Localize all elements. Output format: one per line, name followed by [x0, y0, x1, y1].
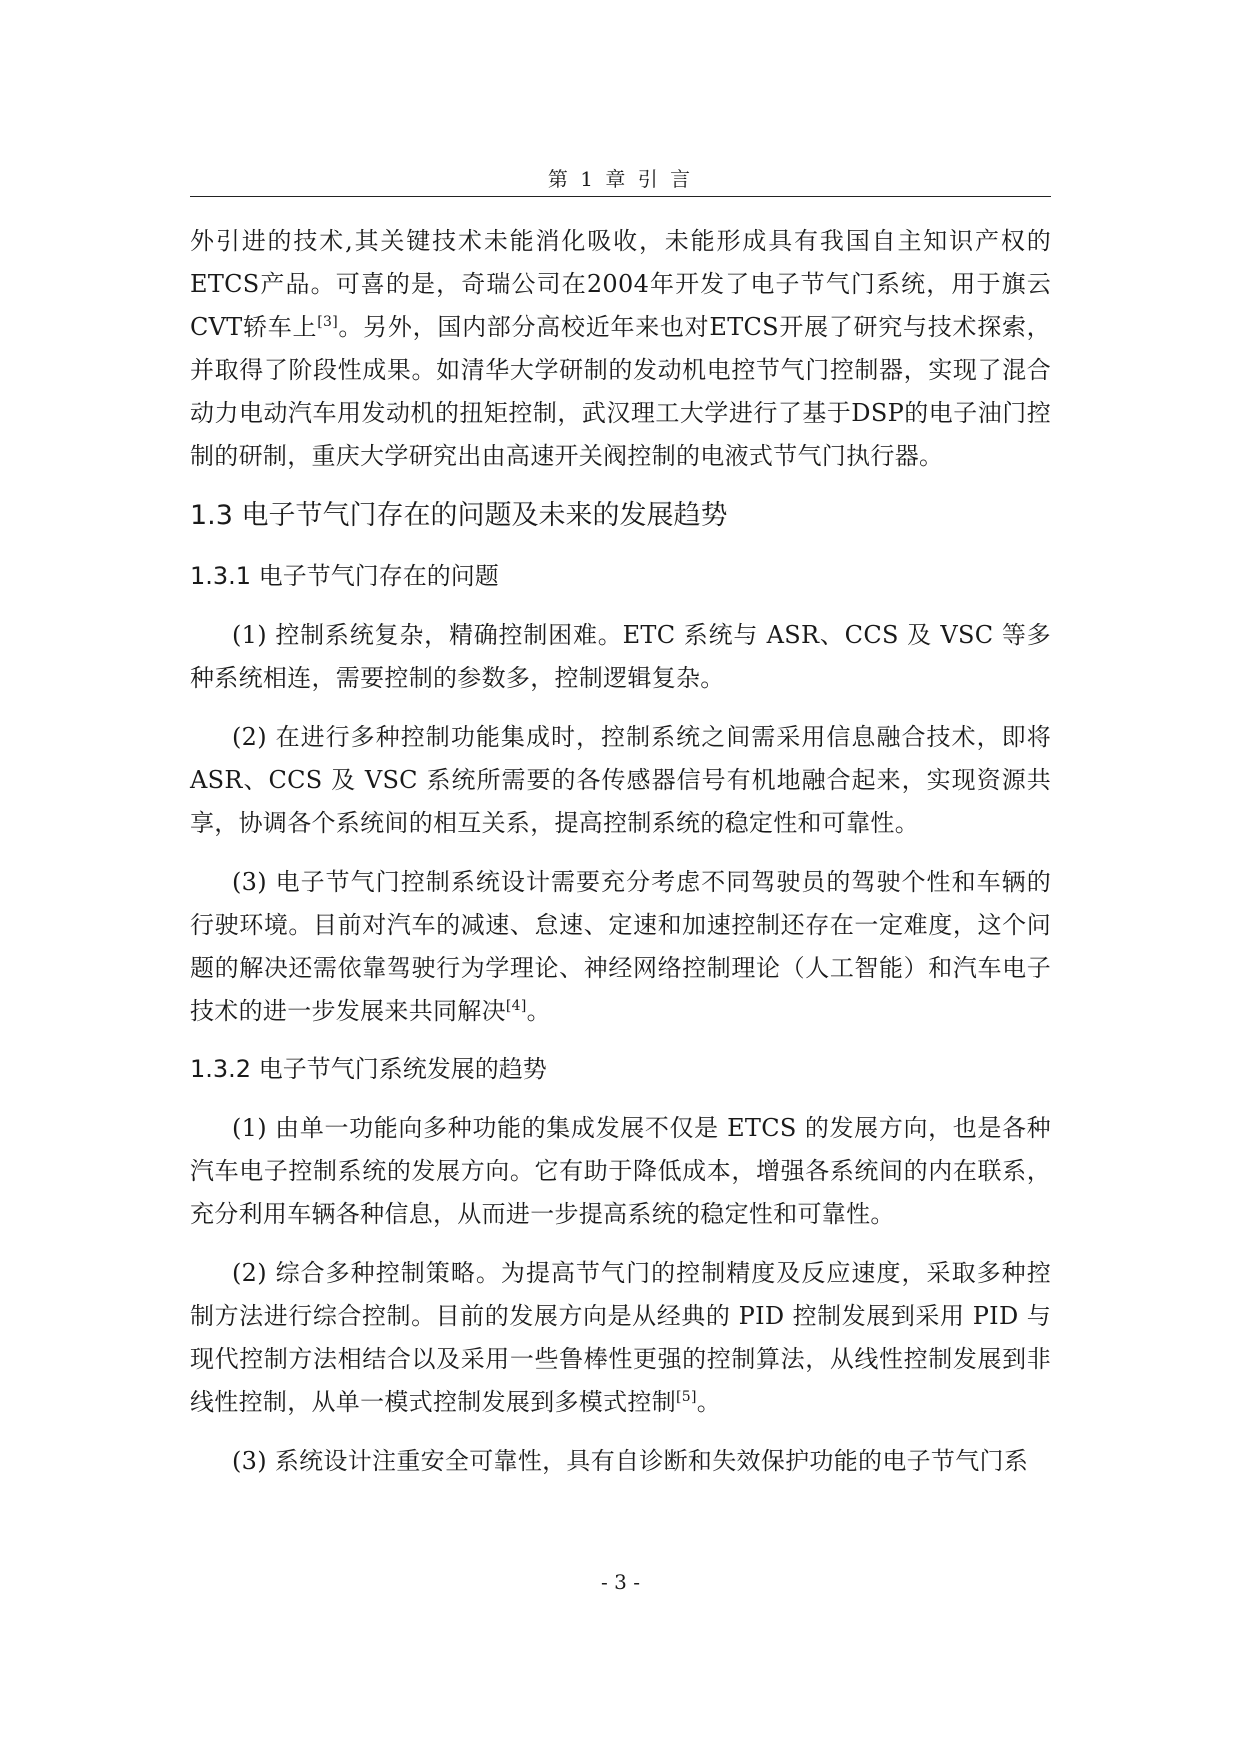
paragraph-text: (1) 控制系统复杂，精确控制困难。ETC 系统与 ASR、CCS 及 VSC 等多种系统相连，需要控制的参数多，控制逻辑复杂。 — [190, 621, 1051, 692]
citation-ref: [4] — [505, 998, 527, 1014]
paragraph-text: (2) 综合多种控制策略。为提高节气门的控制精度及反应速度，采取多种控制方法进行综合控制。目前的发展方向是从经典的 PID 控制发展到采用 PID 与现代控制方法相结合以及采用一些鲁棒性更强的控制算法，从线性控制发展到非线性控制，从单一模式控制发展到多模式控制 — [190, 1259, 1051, 1416]
list-item — [190, 614, 1051, 700]
subsection-heading: 1.3.2 电子节气门系统发展的趋势 — [190, 1055, 547, 1083]
paragraph-text: 。 — [526, 997, 551, 1025]
citation-ref: [3] — [317, 314, 338, 330]
paragraph-text: (3) 系统设计注重安全可靠性，具有自诊断和失效保护功能的电子节气门系 — [232, 1447, 1029, 1475]
paragraph-text: 。 — [696, 1388, 722, 1416]
list-item — [190, 1252, 1051, 1424]
list-item — [190, 716, 1051, 845]
paragraph-text: (2) 在进行多种控制功能集成时，控制系统之间需采用信息融合技术，即将ASR、CCS 及 VSC 系统所需要的各传感器信号有机地融合起来，实现资源共享，协调各个系统间的相互关系，提高控制系统的稳定性和可靠性。 — [190, 723, 1051, 837]
citation-ref: [5] — [676, 1389, 697, 1405]
paragraph-text: 。另外，国内部分高校近年来也对ETCS开展了研究与技术探索，并取得了阶段性成果。如清华大学研制的发动机电控节气门控制器，实现了混合动力电动汽车用发动机的扭矩控制，武汉理工大学进行了基于DSP的电子油门控制的研制，重庆大学研究出由高速开关阀控制的电液式节气门执行器。 — [190, 313, 1051, 470]
intro-paragraph — [190, 220, 1051, 478]
subsection-heading: 1.3.1 电子节气门存在的问题 — [190, 562, 499, 590]
list-item — [190, 861, 1051, 1033]
list-item — [190, 1107, 1051, 1236]
page-number: - 3 - — [601, 1570, 640, 1594]
page-content — [190, 220, 1051, 1483]
section-heading: 1.3 电子节气门存在的问题及未来的发展趋势 — [190, 500, 728, 531]
list-item — [190, 1440, 1051, 1483]
running-header: 第 1 章 引 言 — [547, 167, 694, 191]
paragraph-text: (1) 由单一功能向多种功能的集成发展不仅是 ETCS 的发展方向，也是各种汽车电子控制系统的发展方向。它有助于降低成本，增强各系统间的内在联系，充分利用车辆各种信息，从而进一步提高系统的稳定性和可靠性。 — [190, 1114, 1051, 1228]
paragraph-text: 外引进的技术,其关键技术未能消化吸收，未能形成具有我国自主知识产权的ETCS产品。可喜的是，奇瑞公司在2004年开发了电子节气门系统，用于旗云CVT轿车上 — [190, 227, 1051, 341]
header-rule — [190, 196, 1051, 197]
paragraph-text: (3) 电子节气门控制系统设计需要充分考虑不同驾驶员的驾驶个性和车辆的行驶环境。目前对汽车的减速、怠速、定速和加速控制还存在一定难度，这个问题的解决还需依靠驾驶行为学理论、神经网络控制理论（人工智能）和汽车电子技术的进一步发展来共同解决 — [190, 868, 1051, 1025]
